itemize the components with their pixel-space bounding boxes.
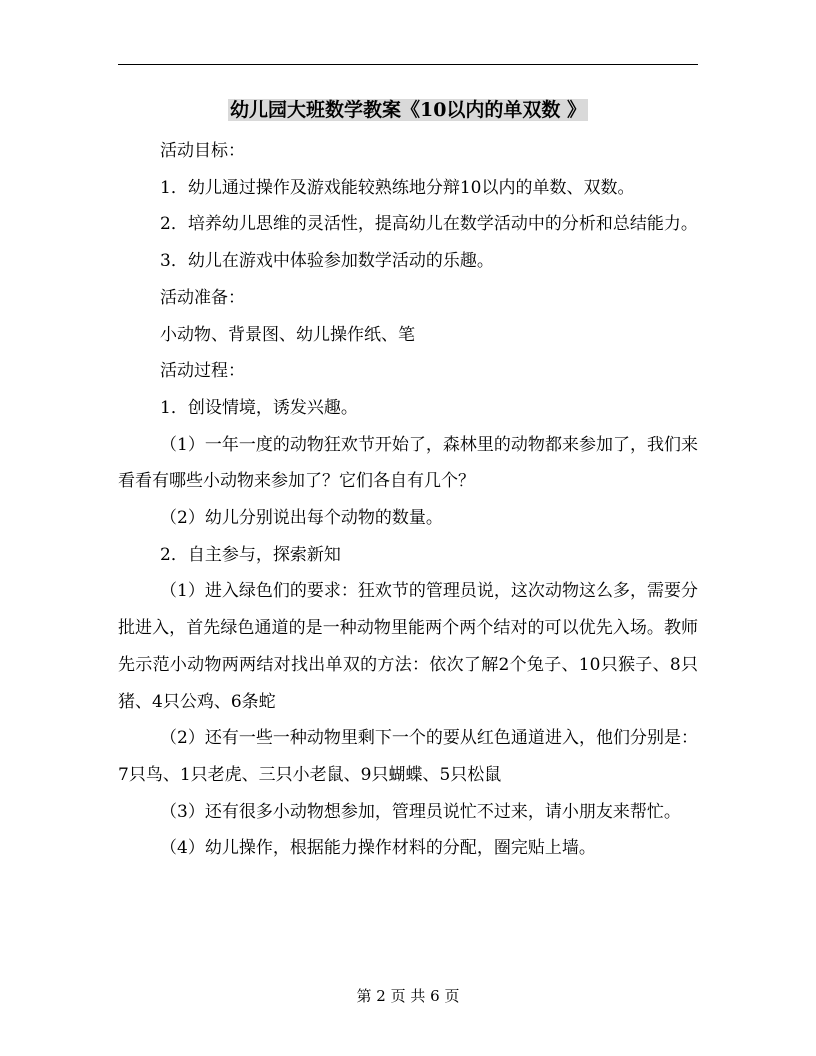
paragraph-process-heading: 活动过程： (160, 361, 245, 382)
paragraph-step-2-1: （1）进入绿色们的要求：狂欢节的管理员说，这次动物这么多，需要分批进入，首先绿色通道的是一种动物里能两个两个结对的可以优先入场。教师先示范小动物两两结对找出单双的方法：依次了解2个兔子、10只猴子、8只猪、4只公鸡、6条蛇 (118, 581, 698, 712)
paragraph-objective-2: 2．培养幼儿思维的灵活性，提高幼儿在数学活动中的分析和总结能力。 (160, 214, 698, 235)
page-footer: 第 2 页 共 6 页 (356, 987, 460, 1005)
paragraph-step-2-4: （4）幼儿操作，根据能力操作材料的分配，圈完贴上墙。 (160, 838, 596, 859)
paragraph-step-1-2: （2）幼儿分别说出每个动物的数量。 (160, 508, 443, 529)
paragraph-preparation-items: 小动物、背景图、幼儿操作纸、笔 (160, 324, 415, 345)
paragraph-objective-1: 1．幼儿通过操作及游戏能较熟练地分辩10以内的单数、双数。 (160, 177, 635, 198)
paragraph-step-2-2: （2）还有一些一种动物里剩下一个的要从红色通道进入，他们分别是：7只鸟、1只老虎、三只小老鼠、9只蝴蝶、5只松鼠 (118, 728, 698, 785)
document-title (0, 96, 816, 124)
paragraph-step-2: 2．自主参与，探索新知 (160, 544, 341, 565)
paragraph-step-1: 1．创设情境，诱发兴趣。 (160, 397, 358, 418)
document-title-text: 幼儿园大班数学教案《10以内的单双数 》 (229, 99, 587, 121)
document-body (118, 133, 698, 867)
paragraph-objective-3: 3．幼儿在游戏中体验参加数学活动的乐趣。 (160, 251, 494, 272)
paragraph-objectives-heading: 活动目标： (160, 141, 245, 161)
header-rule (118, 64, 698, 65)
paragraph-step-1-1: （1）一年一度的动物狂欢节开始了，森林里的动物都来参加了，我们来看看有哪些小动物来参加了？它们各自有几个？ (118, 434, 698, 492)
paragraph-preparation-heading: 活动准备： (160, 287, 245, 308)
paragraph-step-2-3: （3）还有很多小动物想参加，管理员说忙不过来，请小朋友来帮忙。 (160, 801, 681, 822)
